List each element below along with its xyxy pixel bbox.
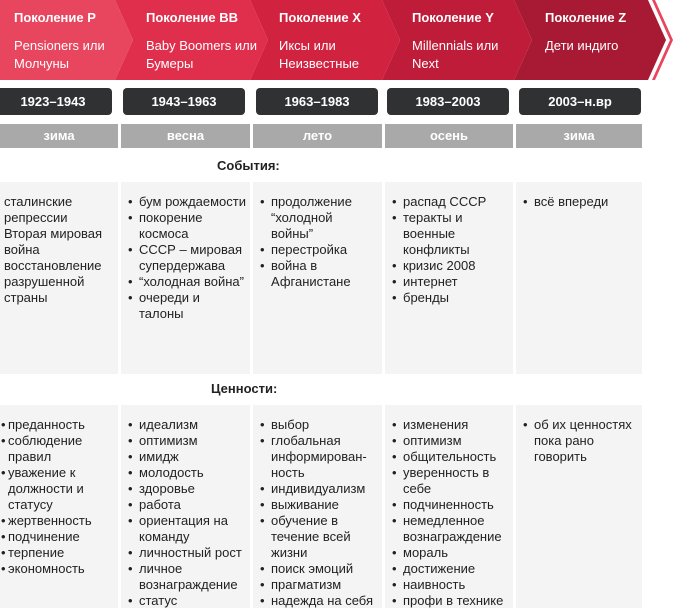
list-item: • интернет [391,274,509,290]
season-label: весна [121,124,250,148]
list-item: • выбор [259,417,378,433]
list-item: • изменения [391,417,509,433]
list-item: • ориентация на команду [127,513,246,545]
year-range-pill: 2003–н.вр [519,88,641,115]
list-item: • об их ценностях пока рано говорить [522,417,638,465]
list-item: Вторая мировая война [4,226,103,257]
generation-desc: Baby Boomers или Бумеры [146,38,257,71]
season-label: лето [253,124,382,148]
list-item: • идеализм [127,417,246,433]
values-column-bb [121,405,250,608]
events-column-x [253,182,382,374]
list-item: • мораль [391,545,509,561]
values-column-p [0,405,118,608]
year-range-pill: 1983–2003 [387,88,509,115]
list-item: восстановление разрушенной страны [4,258,102,305]
list-item: • прагматизм [259,577,378,593]
list-item: • поиск эмоций [259,561,378,577]
values-list [0,417,114,577]
season-label: осень [385,124,513,148]
generation-desc: Millennials или Next [412,38,499,71]
values-column-z [516,405,642,608]
events-list [391,194,509,306]
season-label: зима [516,124,642,148]
list-item: • оптимизм [127,433,246,449]
list-item: • здоровье [127,481,246,497]
generation-desc: Дети индиго [545,38,619,53]
events-section-title: События: [217,158,280,173]
generation-desc: Pensioners или Молчуны [14,38,105,71]
events-column-z [516,182,642,374]
list-item: • общительность [391,449,509,465]
list-item: • всё впереди [522,194,638,210]
year-ranges-row [0,88,673,115]
generation-name: Поколение Y [412,10,494,25]
list-item: • немедленное вознаграждение [391,513,509,545]
generation-name: Поколение X [279,10,361,25]
events-column-p [0,182,118,374]
list-item: • статус [127,593,246,609]
list-item: • личностный рост [127,545,246,561]
list-item: • бренды [391,290,509,306]
list-item: • молодость [127,465,246,481]
list-item: • теракты и военные конфликты [391,210,509,258]
list-item: • война в Афганистане [259,258,378,290]
list-item: • надежда на себя [259,593,378,609]
list-item: сталинские репрессии [4,194,73,225]
list-item: • преданность [0,417,114,433]
values-list [522,417,638,465]
list-item: • выживание [259,497,378,513]
generation-name: Поколение Z [545,10,627,25]
list-item: • бум рождаемости [127,194,246,210]
list-item: • перестройка [259,242,378,258]
values-list [391,417,509,609]
list-item: • подчинение [0,529,114,545]
list-item: • продолжение “холодной войны” [259,194,378,242]
list-item: • работа [127,497,246,513]
list-item: • уверенность в себе [391,465,509,497]
values-list [127,417,246,609]
list-item: • распад СССР [391,194,509,210]
list-item: • профи в технике [391,593,509,609]
list-item: • экономность [0,561,114,577]
year-range-pill: 1923–1943 [0,88,112,115]
list-item: • кризис 2008 [391,258,509,274]
list-item: • жертвенность [0,513,114,529]
generation-name: Поколение ВВ [146,10,239,25]
list-item: • СССР – мировая супердержава [127,242,246,274]
list-item: • наивность [391,577,509,593]
list-item: • терпение [0,545,114,561]
values-column-y [385,405,513,608]
year-range-pill: 1963–1983 [256,88,378,115]
list-item: • достижение [391,561,509,577]
events-column-y [385,182,513,374]
list-item: • личное вознаграждение [127,561,246,593]
list-item: • обучение в течение всей жизни [259,513,378,561]
events-column-bb [121,182,250,374]
events-list [127,194,246,322]
values-section-title: Ценности: [211,381,278,396]
list-item: • глобальная информирован-ность [259,433,378,481]
list-item: • уважение к должности и статусу [0,465,114,513]
generation-desc: Иксы или Неизвестные [279,38,360,71]
values-column-x [253,405,382,608]
list-item: • имидж [127,449,246,465]
list-item: • индивидуализм [259,481,378,497]
season-label: зима [0,124,118,148]
list-item: • подчиненность [391,497,509,513]
values-list [259,417,378,609]
list-item: • покорение космоса [127,210,246,242]
list-item: • очереди и талоны [127,290,246,322]
list-item: • “холодная война” [127,274,246,290]
events-list [522,194,638,210]
events-list [4,194,114,306]
generation-name: Поколение Р [14,10,96,25]
events-list [259,194,378,290]
list-item: • оптимизм [391,433,509,449]
year-range-pill: 1943–1963 [123,88,245,115]
list-item: • соблюдение правил [0,433,114,465]
